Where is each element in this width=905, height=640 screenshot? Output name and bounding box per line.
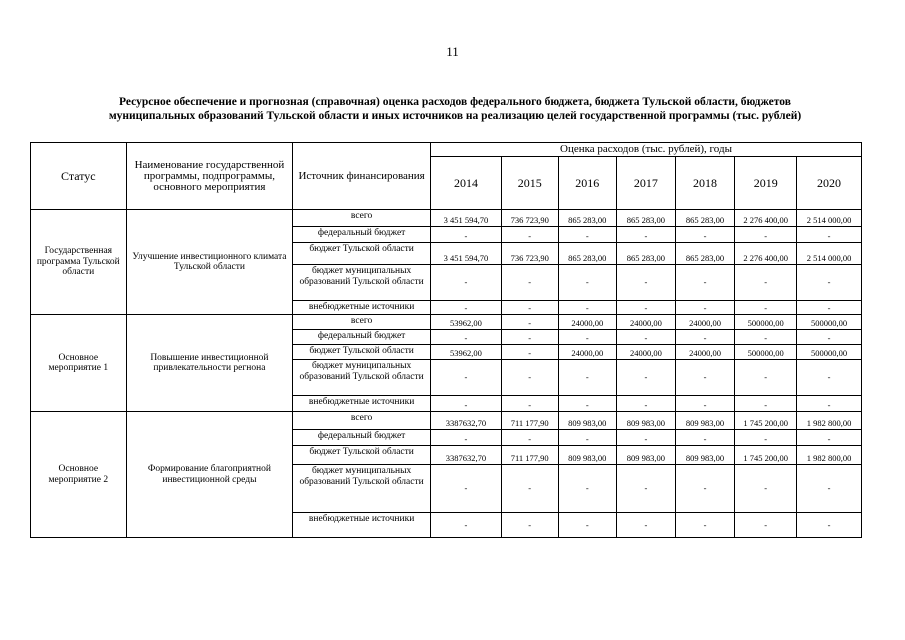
value-cell: 24000,00 <box>617 315 676 330</box>
value-cell: - <box>431 360 502 396</box>
value-cell: - <box>735 265 797 301</box>
value-cell: - <box>797 227 862 243</box>
value-cell: - <box>617 330 676 345</box>
value-cell: 3387632,70 <box>431 446 502 465</box>
value-cell: 500000,00 <box>797 345 862 360</box>
value-cell: - <box>617 360 676 396</box>
value-cell: - <box>501 345 558 360</box>
value-cell: 500000,00 <box>735 315 797 330</box>
program-name-cell: Улучшение инвестиционного климата Тульской области <box>126 210 293 315</box>
value-cell: - <box>558 227 617 243</box>
budget-table <box>30 142 862 538</box>
value-cell: - <box>735 465 797 513</box>
source-cell: всего <box>293 210 431 227</box>
header-source: Источник финансирования <box>293 143 431 210</box>
source-cell: федеральный бюджет <box>293 227 431 243</box>
value-cell: 24000,00 <box>675 345 735 360</box>
table-row <box>31 412 862 430</box>
source-cell: бюджет Тульской области <box>293 446 431 465</box>
value-cell: - <box>675 330 735 345</box>
value-cell: - <box>558 360 617 396</box>
value-cell: - <box>431 330 502 345</box>
value-cell: - <box>735 430 797 446</box>
value-cell: - <box>675 513 735 538</box>
value-cell: 2 276 400,00 <box>735 210 797 227</box>
value-cell: 53962,00 <box>431 345 502 360</box>
value-cell: 865 283,00 <box>558 210 617 227</box>
value-cell: - <box>501 315 558 330</box>
value-cell: - <box>797 396 862 412</box>
value-cell: - <box>431 430 502 446</box>
value-cell: - <box>431 513 502 538</box>
value-cell: 865 283,00 <box>558 243 617 265</box>
value-cell: - <box>735 396 797 412</box>
value-cell: 24000,00 <box>558 315 617 330</box>
value-cell: - <box>558 301 617 315</box>
value-cell: 2 514 000,00 <box>797 210 862 227</box>
program-name-cell: Формирование благоприятной инвестиционной среды <box>126 412 293 538</box>
value-cell: - <box>735 330 797 345</box>
value-cell: - <box>675 465 735 513</box>
title-line-2: муниципальных образований Тульской области и иных источников на реализацию целей государственной программы (тыс. рублей) <box>108 110 802 122</box>
source-cell: бюджет муниципальных образований Тульской области <box>293 465 431 513</box>
source-cell: бюджет Тульской области <box>293 243 431 265</box>
value-cell: 1 982 800,00 <box>797 446 862 465</box>
value-cell: - <box>675 265 735 301</box>
value-cell: - <box>797 430 862 446</box>
source-cell: федеральный бюджет <box>293 430 431 446</box>
value-cell: 1 982 800,00 <box>797 412 862 430</box>
value-cell: - <box>431 227 502 243</box>
value-cell: - <box>558 430 617 446</box>
value-cell: 809 983,00 <box>675 412 735 430</box>
value-cell: - <box>501 360 558 396</box>
header-status: Статус <box>31 143 127 210</box>
value-cell: - <box>558 513 617 538</box>
value-cell: - <box>558 265 617 301</box>
value-cell: - <box>558 396 617 412</box>
value-cell: 3 451 594,70 <box>431 243 502 265</box>
header-year: 2020 <box>797 157 862 210</box>
value-cell: - <box>797 330 862 345</box>
table-body <box>31 210 862 538</box>
value-cell: - <box>501 330 558 345</box>
value-cell: 711 177,90 <box>501 412 558 430</box>
value-cell: - <box>501 227 558 243</box>
value-cell: 24000,00 <box>617 345 676 360</box>
value-cell: - <box>617 301 676 315</box>
value-cell: - <box>558 330 617 345</box>
header-year: 2019 <box>735 157 797 210</box>
value-cell: 24000,00 <box>558 345 617 360</box>
value-cell: - <box>617 513 676 538</box>
value-cell: - <box>797 301 862 315</box>
value-cell: - <box>675 360 735 396</box>
value-cell: 865 283,00 <box>617 243 676 265</box>
value-cell: - <box>431 396 502 412</box>
source-cell: внебюджетные источники <box>293 301 431 315</box>
value-cell: 1 745 200,00 <box>735 412 797 430</box>
value-cell: - <box>558 465 617 513</box>
document-title <box>40 95 870 123</box>
header-year: 2014 <box>431 157 502 210</box>
value-cell: 865 283,00 <box>617 210 676 227</box>
value-cell: 1 745 200,00 <box>735 446 797 465</box>
status-cell: Основное мероприятие 1 <box>31 315 127 412</box>
value-cell: - <box>501 265 558 301</box>
header-year: 2018 <box>675 157 735 210</box>
value-cell: 3387632,70 <box>431 412 502 430</box>
header-year: 2016 <box>558 157 617 210</box>
value-cell: - <box>735 227 797 243</box>
value-cell: - <box>675 396 735 412</box>
source-cell: бюджет муниципальных образований Тульской области <box>293 360 431 396</box>
value-cell: - <box>797 513 862 538</box>
value-cell: - <box>675 301 735 315</box>
value-cell: - <box>431 265 502 301</box>
header-year: 2015 <box>501 157 558 210</box>
source-cell: внебюджетные источники <box>293 513 431 538</box>
value-cell: 809 983,00 <box>617 446 676 465</box>
value-cell: 24000,00 <box>675 315 735 330</box>
value-cell: - <box>617 227 676 243</box>
table-row <box>31 210 862 227</box>
program-name-cell: Повышение инвестиционной привлекательности регнона <box>126 315 293 412</box>
value-cell: 809 983,00 <box>675 446 735 465</box>
source-cell: бюджет Тульской области <box>293 345 431 360</box>
source-cell: бюджет муниципальных образований Тульской области <box>293 265 431 301</box>
header-year: 2017 <box>617 157 676 210</box>
value-cell: 500000,00 <box>797 315 862 330</box>
header-row-1 <box>31 143 862 157</box>
value-cell: - <box>675 430 735 446</box>
value-cell: 736 723,90 <box>501 243 558 265</box>
value-cell: - <box>675 227 735 243</box>
value-cell: - <box>501 430 558 446</box>
header-estimate: Оценка расходов (тыс. рублей), годы <box>431 143 862 157</box>
value-cell: 865 283,00 <box>675 210 735 227</box>
value-cell: - <box>431 465 502 513</box>
value-cell: 2 276 400,00 <box>735 243 797 265</box>
value-cell: 809 983,00 <box>558 412 617 430</box>
header-name: Наименование государственной программы, подпрограммы, основного мероприятия <box>126 143 293 210</box>
value-cell: 500000,00 <box>735 345 797 360</box>
status-cell: Государственная программа Тульской области <box>31 210 127 315</box>
table-row <box>31 315 862 330</box>
value-cell: 809 983,00 <box>617 412 676 430</box>
value-cell: 2 514 000,00 <box>797 243 862 265</box>
value-cell: 3 451 594,70 <box>431 210 502 227</box>
value-cell: - <box>501 396 558 412</box>
value-cell: 809 983,00 <box>558 446 617 465</box>
status-cell: Основное мероприятие 2 <box>31 412 127 538</box>
source-cell: федеральный бюджет <box>293 330 431 345</box>
value-cell: - <box>735 513 797 538</box>
source-cell: внебюджетные источники <box>293 396 431 412</box>
value-cell: - <box>501 301 558 315</box>
value-cell: - <box>617 430 676 446</box>
source-cell: всего <box>293 315 431 330</box>
value-cell: 736 723,90 <box>501 210 558 227</box>
value-cell: 53962,00 <box>431 315 502 330</box>
value-cell: - <box>617 265 676 301</box>
page-number: 11 <box>446 44 459 59</box>
source-cell: всего <box>293 412 431 430</box>
value-cell: - <box>617 465 676 513</box>
value-cell: 865 283,00 <box>675 243 735 265</box>
value-cell: - <box>431 301 502 315</box>
value-cell: - <box>797 265 862 301</box>
value-cell: - <box>501 513 558 538</box>
value-cell: 711 177,90 <box>501 446 558 465</box>
title-line-1: Ресурсное обеспечение и прогнозная (справочная) оценка расходов федерального бюджета, бюджета Тульской области, бюджетов <box>119 96 791 108</box>
value-cell: - <box>797 465 862 513</box>
value-cell: - <box>501 465 558 513</box>
value-cell: - <box>735 301 797 315</box>
value-cell: - <box>735 360 797 396</box>
value-cell: - <box>797 360 862 396</box>
value-cell: - <box>617 396 676 412</box>
